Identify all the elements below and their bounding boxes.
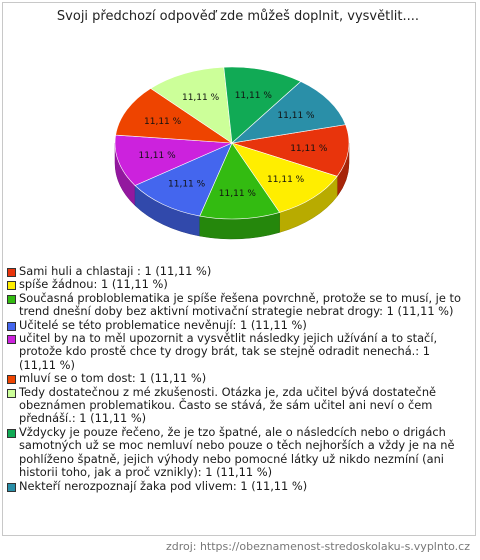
legend-item-0 (7, 265, 469, 278)
pie-slice-label-3: 11,11 % (168, 179, 206, 190)
legend-item-3 (7, 319, 469, 332)
legend-swatch-1 (7, 281, 16, 290)
pie-chart (0, 0, 476, 262)
legend-label-6: Tedy dostatečnou z mé zkušenosti. Otázka je, zda učitel bývá dostatečně obeznámen problematikou. Často se stává, že sám učitel ani neví o čem přednáší.: 1 (11,11 %) (19, 384, 437, 426)
pie-slice-label-0: 11,11 % (290, 144, 328, 155)
legend-label-2: Současná probloblematika je spíše řešena povrchně, protože se to musí, je to trend dnešní doby bez aktivní motivační strategie nebrat drogy: 1 (11,11 %) (19, 290, 461, 319)
legend-item-1 (7, 278, 469, 291)
legend-swatch-6 (7, 389, 16, 398)
pie-slice-label-6: 11,11 % (181, 93, 220, 104)
pie-slice-label-7: 11,11 % (234, 90, 272, 101)
legend-item-6 (7, 386, 469, 426)
legend-label-4: učitel by na to měl upozornit a vysvětlit následky jejich užívání a to stačí, protože kdo prostě chce ty drogy brát, tak se stejně odradit nenechá.: 1 (11,11 %) (19, 331, 438, 372)
legend-label-8: Nekteří nerozpoznají žaka pod vlivem: 1 (11,11 %) (19, 478, 308, 493)
chart-title: Svoji předchozí odpověď zde můžeš doplnit, vysvětlit.... (56, 9, 420, 24)
legend-swatch-4 (7, 335, 16, 344)
pie-slice-label-2: 11,11 % (218, 189, 256, 200)
legend-item-4 (7, 332, 469, 372)
legend-item-2 (7, 292, 469, 319)
legend-label-7: Vždycky je pouze řečeno, že je tzo špatné, ale o následcích nebo o drigách samotných už se moc nemluví nebo pouze o těch nejhorších a vždy je na ně pohlíženo špatně, jejich výhody nebo pomocné látky už nikdo nezmíní (ani historii toho, jak a proč vznikly): 1 (11,11 %) (19, 424, 455, 480)
pie-slice-label-4: 11,11 % (138, 151, 176, 162)
legend-item-7 (7, 426, 469, 480)
legend-swatch-7 (7, 429, 16, 438)
pie-slice-label-8: 11,11 % (277, 110, 315, 121)
legend-item-5 (7, 372, 469, 385)
legend-swatch-0 (7, 268, 16, 277)
source-note: zdroj: https://obeznamenost-stredoskolaku-s.vyplnto.cz (165, 540, 470, 553)
legend-label-3: Učitelé se této problematice nevěnují: 1 (11,11 %) (19, 317, 307, 332)
legend-label-0: Sami huli a chlastaji : 1 (11,11 %) (19, 264, 212, 278)
legend-swatch-8 (7, 483, 16, 492)
pie-slice-label-1: 11,11 % (267, 175, 305, 186)
pie-slice-label-5: 11,11 % (144, 117, 182, 128)
legend-item-8 (7, 480, 469, 493)
legend-label-1: spíše žádnou: 1 (11,11 %) (19, 277, 168, 292)
legend-swatch-5 (7, 375, 16, 384)
legend (7, 265, 469, 493)
legend-swatch-2 (7, 295, 16, 304)
legend-label-5: mluví se o tom dost: 1 (11,11 %) (19, 371, 207, 386)
legend-swatch-3 (7, 322, 16, 331)
